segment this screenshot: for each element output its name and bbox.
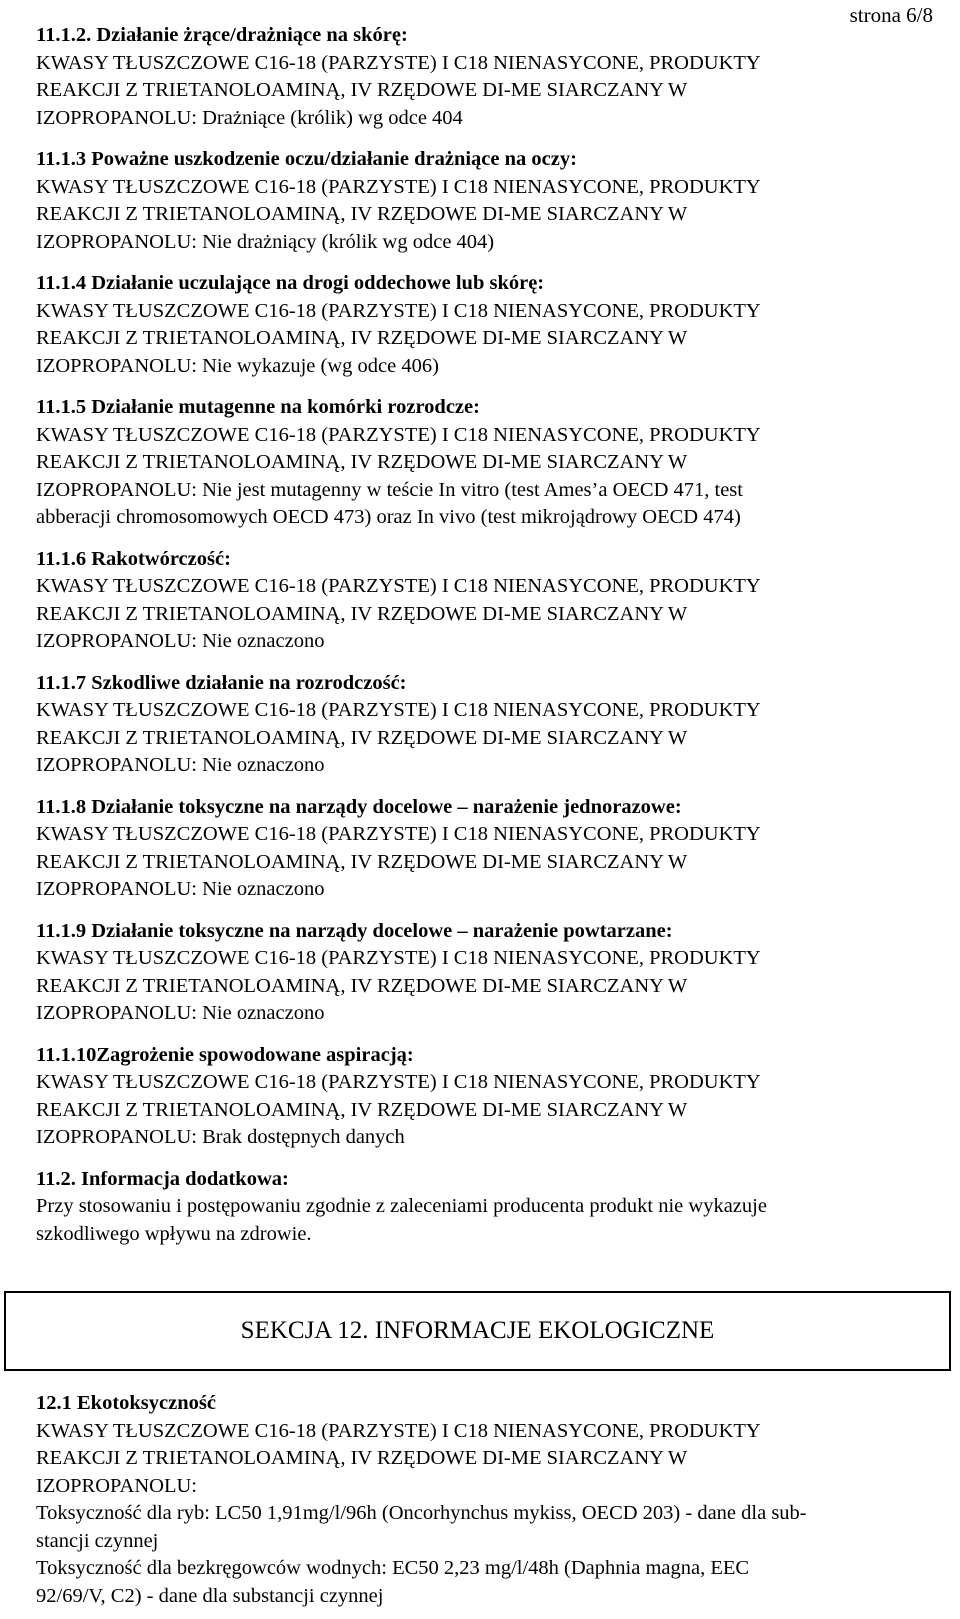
section-text-line: Przy stosowaniu i postępowaniu zgodnie z zaleceniami producenta produkt nie wykazuje [36, 1195, 767, 1217]
section-heading: 11.1.2. Działanie żrące/drażniące na skórę: [36, 24, 408, 46]
section-text-line: REAKCJI Z TRIETANOLOAMINĄ, IV RZĘDOWE DI-ME SIARCZANY W [36, 203, 688, 225]
section-text-line: REAKCJI Z TRIETANOLOAMINĄ, IV RZĘDOWE DI-ME SIARCZANY W [36, 850, 688, 873]
section-text-line: REAKCJI Z TRIETANOLOAMINĄ, IV RZĘDOWE DI-ME SIARCZANY W [36, 974, 688, 997]
section-text-line: szkodliwego wpływu na zdrowie. [36, 1222, 312, 1245]
section-heading: 11.1.5 Działanie mutagenne na komórki rozrodcze: [36, 396, 480, 418]
section-skin-corrosion [36, 22, 936, 132]
section-text-line: stancji czynnej [36, 1529, 159, 1552]
section-carcinogenicity [36, 546, 936, 656]
section-heading: 11.1.7 Szkodliwe działanie na rozrodczość: [36, 671, 407, 694]
ecotoxicity-section [36, 1390, 936, 1610]
section-text-line: IZOPROPANOLU: Nie jest mutagenny w teście In vitro (test Ames’a OECD 471, test [36, 478, 743, 501]
section-text-line: KWASY TŁUSZCZOWE C16-18 (PARZYSTE) I C18 NIENASYCONE, PRODUKTY [36, 699, 761, 721]
section-text-line: Toksyczność dla bezkręgowców wodnych: EC50 2,23 mg/l/48h (Daphnia magna, EEC [36, 1557, 750, 1579]
section-stot-repeated [36, 918, 936, 1028]
section-text-line: KWASY TŁUSZCZOWE C16-18 (PARZYSTE) I C18 NIENASYCONE, PRODUKTY [36, 299, 761, 322]
section-text-line: REAKCJI Z TRIETANOLOAMINĄ, IV RZĘDOWE DI-ME SIARCZANY W [36, 602, 688, 625]
section-sensitisation [36, 270, 936, 380]
section-heading: 12.1 Ekotoksyczność [36, 1392, 216, 1414]
section-text-line: KWASY TŁUSZCZOWE C16-18 (PARZYSTE) I C18 NIENASYCONE, PRODUKTY [36, 175, 761, 198]
section-text-line: IZOPROPANOLU: Nie wykazuje (wg odce 406) [36, 354, 439, 377]
section-text-line: IZOPROPANOLU: Nie drażniący (królik wg odce 404) [36, 230, 495, 253]
section-text-line: abberacji chromosomowych OECD 473) oraz In vivo (test mikrojądrowy OECD 474) [36, 506, 741, 528]
section-heading: 11.1.6 Rakotwórczość: [36, 547, 231, 570]
section-text-line: REAKCJI Z TRIETANOLOAMINĄ, IV RZĘDOWE DI-ME SIARCZANY W [36, 1098, 688, 1121]
section-heading: 11.1.4 Działanie uczulające na drogi oddechowe lub skórę: [36, 272, 545, 294]
section-mutagenicity [36, 394, 936, 532]
section-text-line: REAKCJI Z TRIETANOLOAMINĄ, IV RZĘDOWE DI-ME SIARCZANY W [36, 451, 688, 473]
section-text-line: Toksyczność dla ryb: LC50 1,91mg/l/96h (Oncorhynchus mykiss, OECD 203) - dane dla sub- [36, 1502, 807, 1524]
section-text-line: IZOPROPANOLU: Nie oznaczono [36, 1002, 325, 1024]
section-text-line: REAKCJI Z TRIETANOLOAMINĄ, IV RZĘDOWE DI-ME SIARCZANY W [36, 1447, 688, 1469]
section-text-line: KWASY TŁUSZCZOWE C16-18 (PARZYSTE) I C18 NIENASYCONE, PRODUKTY [36, 947, 761, 969]
section-heading: 11.1.9 Działanie toksyczne na narządy docelowe – narażenie powtarzane: [36, 919, 673, 942]
section-heading: 11.1.10Zagrożenie spowodowane aspiracją: [36, 1043, 414, 1066]
section-text-line: KWASY TŁUSZCZOWE C16-18 (PARZYSTE) I C18 NIENASYCONE, PRODUKTY [36, 1071, 761, 1093]
section-text-line: IZOPROPANOLU: Nie oznaczono [36, 754, 325, 776]
section-text-line: KWASY TŁUSZCZOWE C16-18 (PARZYSTE) I C18 NIENASYCONE, PRODUKTY [36, 423, 761, 446]
page-number: strona 6/8 [849, 3, 933, 27]
section-additional-info [36, 1166, 936, 1249]
section-eye-damage [36, 146, 936, 256]
section-stot-single [36, 794, 936, 904]
toxicology-content [36, 22, 936, 1262]
section-text-line: 92/69/V, C2) - dane dla substancji czynnej [36, 1584, 384, 1607]
section-reproductive-toxicity [36, 670, 936, 780]
section-text-line: REAKCJI Z TRIETANOLOAMINĄ, IV RZĘDOWE DI-ME SIARCZANY W [36, 79, 688, 101]
section-text-line: IZOPROPANOLU: [36, 1474, 197, 1497]
section-heading: 11.1.3 Poważne uszkodzenie oczu/działanie drażniące na oczy: [36, 148, 577, 170]
section-text-line: IZOPROPANOLU: Nie oznaczono [36, 630, 325, 652]
section-aspiration-hazard [36, 1042, 936, 1152]
section-heading: 11.2. Informacja dodatkowa: [36, 1167, 289, 1190]
section-12-title: SEKCJA 12. INFORMACJE EKOLOGICZNE [240, 1317, 715, 1344]
section-text-line: IZOPROPANOLU: Brak dostępnych danych [36, 1126, 405, 1148]
section-text-line: KWASY TŁUSZCZOWE C16-18 (PARZYSTE) I C18 NIENASYCONE, PRODUKTY [36, 823, 761, 845]
section-12-banner [4, 1291, 951, 1371]
section-text-line: REAKCJI Z TRIETANOLOAMINĄ, IV RZĘDOWE DI-ME SIARCZANY W [36, 327, 688, 349]
section-text-line: REAKCJI Z TRIETANOLOAMINĄ, IV RZĘDOWE DI-ME SIARCZANY W [36, 726, 688, 749]
section-text-line: KWASY TŁUSZCZOWE C16-18 (PARZYSTE) I C18 NIENASYCONE, PRODUKTY [36, 575, 761, 597]
section-heading: 11.1.8 Działanie toksyczne na narządy docelowe – narażenie jednorazowe: [36, 795, 682, 818]
section-text-line: IZOPROPANOLU: Drażniące (królik) wg odce 404 [36, 106, 463, 129]
section-text-line: IZOPROPANOLU: Nie oznaczono [36, 878, 325, 900]
section-text-line: KWASY TŁUSZCZOWE C16-18 (PARZYSTE) I C18 NIENASYCONE, PRODUKTY [36, 1419, 761, 1442]
section-text-line: KWASY TŁUSZCZOWE C16-18 (PARZYSTE) I C18 NIENASYCONE, PRODUKTY [36, 51, 761, 74]
